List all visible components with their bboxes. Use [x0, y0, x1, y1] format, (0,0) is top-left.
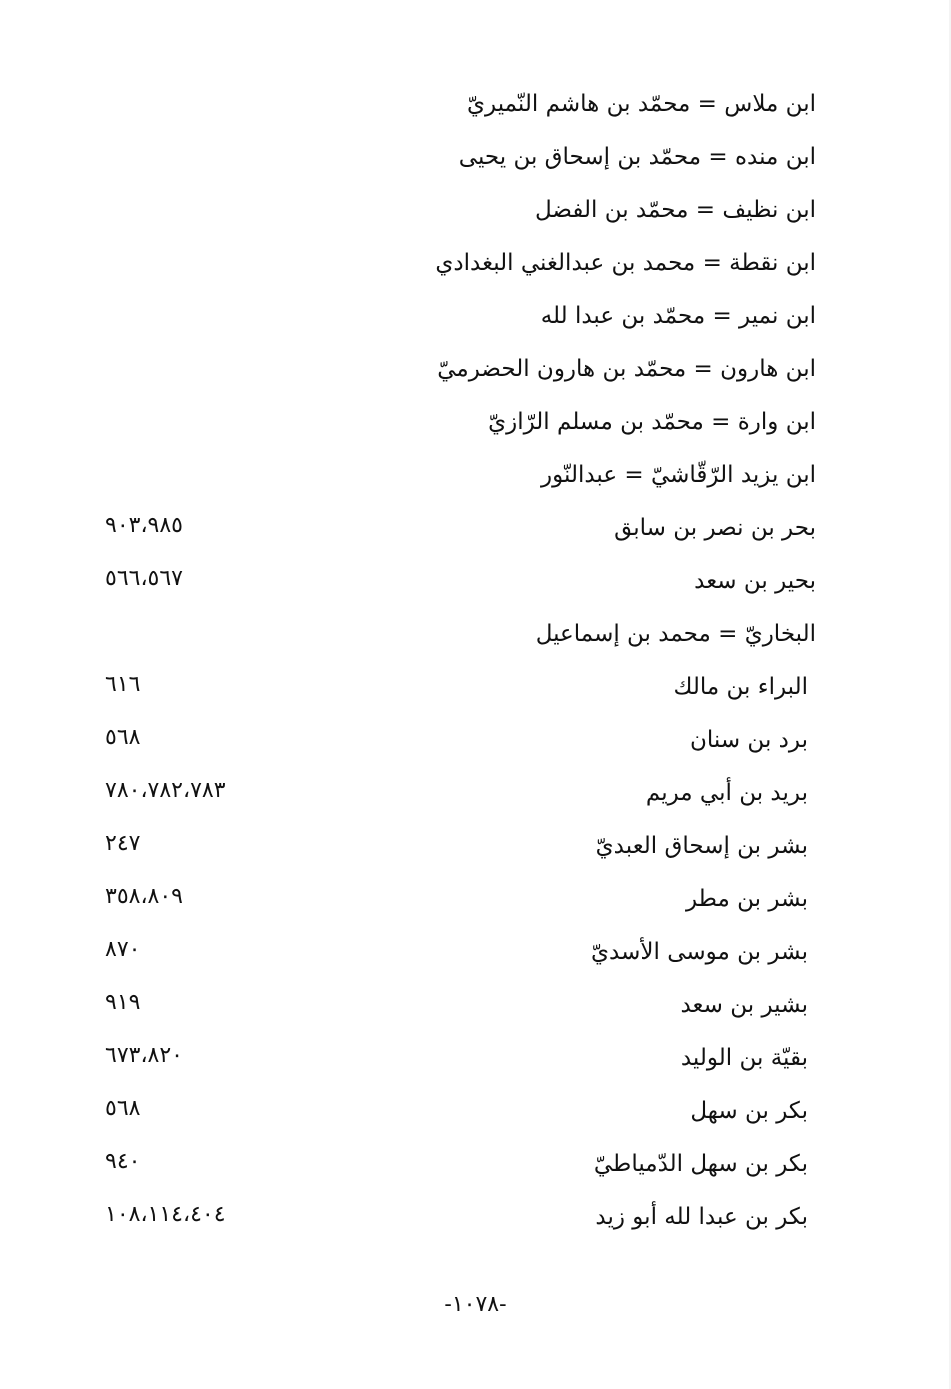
page-number: -١٠٧٨-	[444, 1292, 507, 1317]
entry-name: ابن هارون = محمّد بن هارون الحضرميّ	[437, 356, 816, 382]
entry-name: بقيّة بن الوليد	[680, 1045, 808, 1071]
index-entry	[0, 926, 951, 979]
index-entry	[0, 608, 951, 661]
entry-pages: ٨٧٠	[105, 937, 141, 962]
entry-name: بكر بن سهل الدّمياطيّ	[593, 1151, 808, 1177]
entry-pages: ٥٦٨	[105, 1096, 141, 1121]
entry-name: البخاريّ = محمد بن إسماعيل	[535, 621, 816, 647]
entry-name: برد بن سنان	[690, 727, 808, 753]
index-entry	[0, 290, 951, 343]
entry-pages: ٦١٦	[105, 672, 141, 697]
entry-name: بشير بن سعد	[680, 992, 808, 1018]
index-entry	[0, 1138, 951, 1191]
index-entry	[0, 184, 951, 237]
entry-pages: ٥٦٦،٥٦٧	[105, 566, 183, 591]
entry-name: بكر بن سهل	[690, 1098, 808, 1124]
entry-pages: ٩٠٣،٩٨٥	[105, 513, 183, 538]
entry-name: بكر بن عبدا لله أبو زيد	[595, 1204, 808, 1230]
index-entry	[0, 1191, 951, 1244]
entry-name: بشر بن مطر	[685, 886, 808, 912]
entry-name: بشر بن موسى الأسديّ	[591, 939, 808, 965]
entry-name: ابن ملاس = محمّد بن هاشم النّميريّ	[467, 91, 816, 117]
index-entry	[0, 237, 951, 290]
entry-pages: ٦٧٣،٨٢٠	[105, 1043, 183, 1068]
index-entry	[0, 343, 951, 396]
entry-name: بريد بن أبي مريم	[645, 780, 808, 806]
entry-name: بحير بن سعد	[694, 568, 816, 594]
index-entry	[0, 873, 951, 926]
entry-pages: ٢٤٧	[105, 831, 141, 856]
index-entry	[0, 1085, 951, 1138]
index-entry	[0, 502, 951, 555]
entry-name: ابن وارة = محمّد بن مسلم الرّازيّ	[488, 409, 816, 435]
index-entry	[0, 78, 951, 131]
index-entry	[0, 661, 951, 714]
entry-pages: ٧٨٠،٧٨٢،٧٨٣	[105, 778, 226, 803]
entry-pages: ٩١٩	[105, 990, 141, 1015]
index-entry	[0, 1032, 951, 1085]
index-entry	[0, 714, 951, 767]
index-entry	[0, 979, 951, 1032]
entry-name: ابن يزيد الرّقّاشيّ = عبدالنّور	[541, 462, 816, 488]
entry-name: ابن نمير = محمّد بن عبدا لله	[540, 303, 816, 329]
entry-pages: ١٠٨،١١٤،٤٠٤	[105, 1202, 226, 1227]
index-entry	[0, 820, 951, 873]
index-entry	[0, 131, 951, 184]
entry-pages: ٣٥٨،٨٠٩	[105, 884, 183, 909]
entry-name: البراء بن مالك	[673, 674, 808, 700]
entry-name: بحر بن نصر بن سابق	[614, 515, 816, 541]
entry-name: ابن نقطة = محمد بن عبدالغني البغدادي	[435, 250, 816, 276]
index-entry	[0, 767, 951, 820]
entry-pages: ٩٤٠	[105, 1149, 141, 1174]
entry-name: ابن منده = محمّد بن إسحاق بن يحيى	[458, 144, 816, 170]
index-entry	[0, 449, 951, 502]
index-entry	[0, 555, 951, 608]
index-entry	[0, 396, 951, 449]
entry-name: ابن نظيف = محمّد بن الفضل	[535, 197, 816, 223]
entry-pages: ٥٦٨	[105, 725, 141, 750]
entry-name: بشر بن إسحاق العبديّ	[595, 833, 808, 859]
index-entries	[0, 78, 951, 1244]
